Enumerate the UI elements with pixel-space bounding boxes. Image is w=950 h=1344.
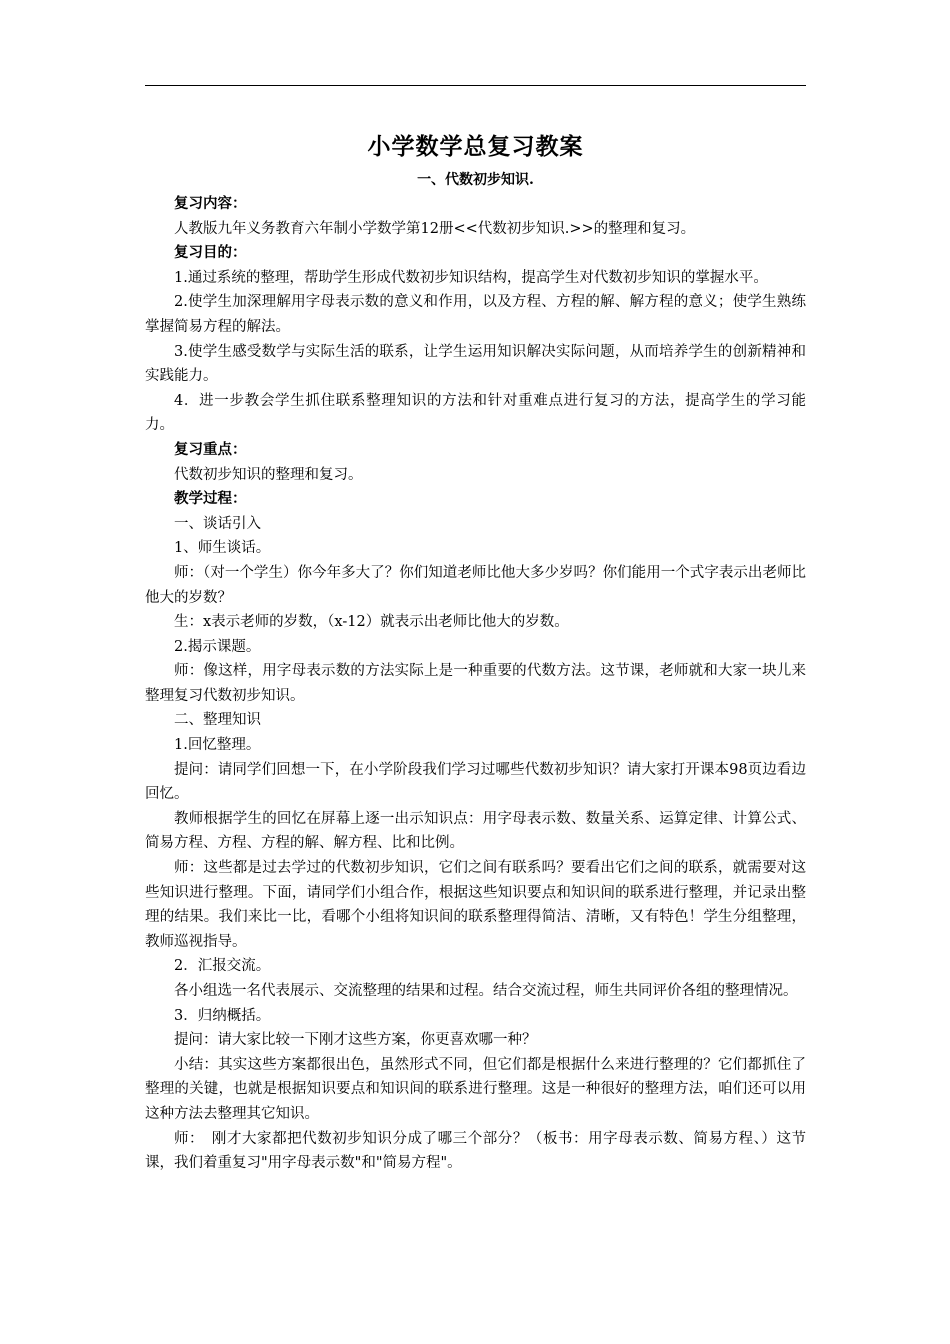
- process-step-2: 二、整理知识: [174, 712, 261, 729]
- process-step-1-1: 1、师生谈话。: [174, 540, 271, 557]
- document-title: 小学数学总复习教案: [367, 133, 584, 160]
- paragraph-report: 各小组选一名代表展示、交流整理的结果和过程。结合交流过程，师生共同评价各组的整理情况。: [174, 983, 798, 999]
- process-step-2-2: 2．汇报交流。: [174, 958, 271, 975]
- paragraph-content: 人教版九年义务教育六年制小学数学第12册<<代数初步知识.>>的整理和复习。: [174, 220, 696, 237]
- process-step-1: 一、谈话引入: [174, 515, 261, 532]
- paragraph-goal-3: 3.使学生感受数学与实际生活的联系，让学生运用知识解决实际问题，从而培养学生的创新精神和实践能力。: [145, 343, 806, 385]
- document-subtitle: 一、代数初步知识.: [417, 172, 534, 188]
- paragraph-student-answer-1: 生：x表示老师的岁数，（x-12）就表示出老师比他大的岁数。: [174, 614, 569, 631]
- paragraph-goal-1: 1.通过系统的整理，帮助学生形成代数初步知识结构，提高学生对代数初步知识的掌握水平。: [174, 269, 768, 286]
- process-step-2-1: 1.回忆整理。: [174, 737, 261, 754]
- paragraph-goal-2: 2.使学生加深理解用字母表示数的意义和作用，以及方程、方程的解、解方程的意义；使学生熟练掌握简易方程的解法。: [145, 294, 806, 335]
- paragraph-teacher-2: 师：像这样，用字母表示数的方法实际上是一种重要的代数方法。这节课，老师就和大家一块儿来整理复习代数初步知识。: [145, 663, 806, 704]
- paragraph-teacher-3: 师：这些都是过去学过的代数初步知识，它们之间有联系吗？要看出它们之间的联系，就需要对这些知识进行整理。下面，请同学们小组合作，根据这些知识要点和知识间的联系进行整理，并记录出整理的结果。我们来比一比，看哪个小组将知识间的联系整理得简洁、清晰，又有特色！学生分组整理，教师巡视指导。: [145, 860, 806, 950]
- section-heading-process: 教学过程：: [174, 490, 247, 508]
- paragraph-teacher-show: 教师根据学生的回忆在屏幕上逐一出示知识点：用字母表示数、数量关系、运算定律、计算公式、简易方程、方程、方程的解、解方程、比和比例。: [145, 810, 806, 852]
- paragraph-question-2: 提问：请大家比较一下刚才这些方案，你更喜欢哪一种？: [174, 1032, 537, 1049]
- section-heading-content: 复习内容：: [174, 195, 247, 212]
- paragraph-question-1: 提问：请同学们回想一下，在小学阶段我们学习过哪些代数初步知识？请大家打开课本98页边看边回忆。: [145, 761, 806, 803]
- document-page: [145, 128, 806, 1176]
- paragraph-focus: 代数初步知识的整理和复习。: [174, 466, 363, 483]
- section-heading-goals: 复习目的：: [174, 244, 247, 262]
- paragraph-teacher-question-1: 师：（对一个学生）你今年多大了？你们知道老师比他大多少岁吗？你们能用一个式字表示出老师比他大的岁数？: [145, 564, 806, 606]
- process-step-2-3: 3．归纳概括。: [174, 1007, 271, 1024]
- header-rule: [145, 85, 806, 86]
- paragraph-goal-4: 4．进一步教会学生抓住联系整理知识的方法和针对重难点进行复习的方法，提高学生的学习能力。: [145, 392, 806, 434]
- process-step-1-2: 2.揭示课题。: [174, 638, 261, 655]
- paragraph-summary: 小结：其实这些方案都很出色，虽然形式不同，但它们都是根据什么来进行整理的？它们都抓住了整理的关键，也就是根据知识要点和知识间的联系进行整理。这是一种很好的整理方法，咱们还可以用这种方法去整理其它知识。: [145, 1056, 806, 1122]
- section-heading-focus: 复习重点：: [174, 440, 247, 458]
- paragraph-teacher-4: 师： 刚才大家都把代数初步知识分成了哪三个部分？（板书：用字母表示数、简易方程、）这节课，我们着重复习"用字母表示数"和"简易方程"。: [145, 1130, 806, 1172]
